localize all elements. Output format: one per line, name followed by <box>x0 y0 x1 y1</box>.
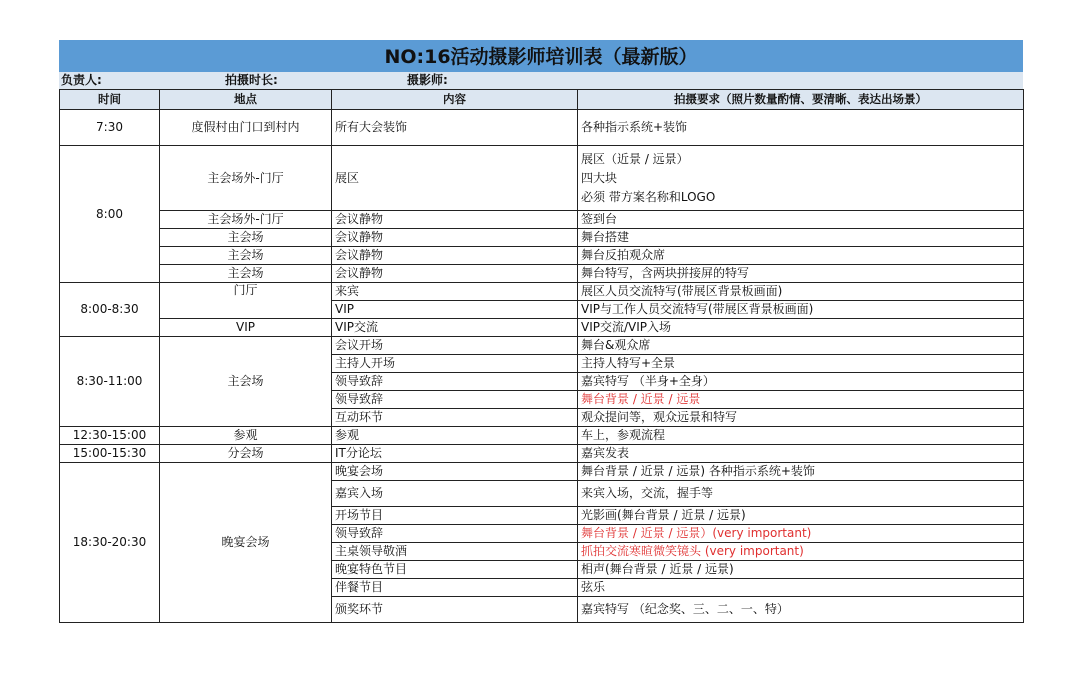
table-row <box>60 319 1024 337</box>
training-sheet <box>59 40 1023 623</box>
time-cell: 12:30-15:00 <box>60 427 160 445</box>
content-cell: 颁奖环节 <box>332 597 578 623</box>
table-row <box>60 265 1024 283</box>
content-cell: 互动环节 <box>332 409 578 427</box>
place-cell: VIP <box>160 319 332 337</box>
place-cell: 晚宴会场 <box>160 463 332 623</box>
time-cell: 8:00 <box>60 146 160 283</box>
content-cell: 伴餐节目 <box>332 579 578 597</box>
requirement-cell: 舞台&观众席 <box>578 337 1024 355</box>
requirement-cell <box>578 146 1024 211</box>
content-cell: 所有大会装饰 <box>332 110 578 146</box>
content-cell: 领导致辞 <box>332 525 578 543</box>
requirement-cell: 弦乐 <box>578 579 1024 597</box>
place-cell: 门厅 <box>160 283 332 319</box>
content-cell: 会议静物 <box>332 229 578 247</box>
time-cell: 18:30-20:30 <box>60 463 160 623</box>
requirement-cell: 抓拍交流寒暄微笑镜头 (very important) <box>578 543 1024 561</box>
requirement-cell: 各种指示系统+装饰 <box>578 110 1024 146</box>
requirement-cell: 舞台反拍观众席 <box>578 247 1024 265</box>
place-cell: 主会场 <box>160 265 332 283</box>
content-cell: 晚宴特色节目 <box>332 561 578 579</box>
owner-label: 负责人: <box>61 73 102 87</box>
table-row <box>60 337 1024 355</box>
requirement-line: 展区（近景 / 远景） <box>581 151 689 166</box>
photographer-label: 摄影师: <box>407 73 448 87</box>
content-cell: 领导致辞 <box>332 391 578 409</box>
content-cell: VIP <box>332 301 578 319</box>
content-cell: IT分论坛 <box>332 445 578 463</box>
requirement-cell: 舞台背景 / 近景 / 远景) 各种指示系统+装饰 <box>578 463 1024 481</box>
header-time: 时间 <box>60 90 160 110</box>
requirement-cell: 观众提问等，观众远景和特写 <box>578 409 1024 427</box>
content-cell: 会议开场 <box>332 337 578 355</box>
header-place: 地点 <box>160 90 332 110</box>
content-cell: 嘉宾入场 <box>332 481 578 507</box>
content-cell: VIP交流 <box>332 319 578 337</box>
requirement-cell: 来宾入场，交流，握手等 <box>578 481 1024 507</box>
place-cell: 主会场 <box>160 337 332 427</box>
requirement-line: 必须 带方案名称和LOGO <box>581 189 716 204</box>
time-cell: 7:30 <box>60 110 160 146</box>
place-cell: 主会场外-门厅 <box>160 146 332 211</box>
table-row <box>60 445 1024 463</box>
requirement-cell: 嘉宾特写 （半身+全身） <box>578 373 1024 391</box>
requirement-cell: VIP交流/VIP入场 <box>578 319 1024 337</box>
place-cell: 主会场 <box>160 247 332 265</box>
table-row <box>60 427 1024 445</box>
requirement-cell: VIP与工作人员交流特写(带展区背景板画面) <box>578 301 1024 319</box>
requirement-cell: 舞台背景 / 近景 / 远景 <box>578 391 1024 409</box>
content-cell: 参观 <box>332 427 578 445</box>
content-cell: 主持人开场 <box>332 355 578 373</box>
requirement-cell: 展区人员交流特写(带展区背景板画面) <box>578 283 1024 301</box>
requirement-cell: 签到台 <box>578 211 1024 229</box>
place-cell: 度假村由门口到村内 <box>160 110 332 146</box>
place-cell: 主会场 <box>160 229 332 247</box>
place-cell: 主会场外-门厅 <box>160 211 332 229</box>
content-cell: 晚宴会场 <box>332 463 578 481</box>
requirement-cell: 主持人特写+全景 <box>578 355 1024 373</box>
requirement-cell: 光影画(舞台背景 / 近景 / 远景) <box>578 507 1024 525</box>
duration-label: 拍摄时长: <box>225 73 278 87</box>
content-cell: 主桌领导敬酒 <box>332 543 578 561</box>
header-requirement: 拍摄要求（照片数量酌情、要清晰、表达出场景） <box>578 90 1024 110</box>
requirement-line: 四大块 <box>581 170 618 185</box>
content-cell: 会议静物 <box>332 211 578 229</box>
table-row <box>60 110 1024 146</box>
place-cell: 参观 <box>160 427 332 445</box>
time-cell: 8:00-8:30 <box>60 283 160 337</box>
requirement-cell: 车上，参观流程 <box>578 427 1024 445</box>
time-cell: 15:00-15:30 <box>60 445 160 463</box>
requirement-cell: 嘉宾发表 <box>578 445 1024 463</box>
content-cell: 会议静物 <box>332 247 578 265</box>
requirement-cell: 舞台背景 / 近景 / 远景）(very important) <box>578 525 1024 543</box>
table-header-row <box>60 90 1024 110</box>
schedule-table <box>59 89 1024 623</box>
meta-row <box>59 72 1023 89</box>
place-cell: 分会场 <box>160 445 332 463</box>
content-cell: 展区 <box>332 146 578 211</box>
requirement-cell: 舞台搭建 <box>578 229 1024 247</box>
table-row <box>60 463 1024 481</box>
requirement-cell: 相声(舞台背景 / 近景 / 远景) <box>578 561 1024 579</box>
requirement-cell: 嘉宾特写 （纪念奖、三、二、一、特） <box>578 597 1024 623</box>
requirement-cell: 舞台特写，含两块拼接屏的特写 <box>578 265 1024 283</box>
content-cell: 领导致辞 <box>332 373 578 391</box>
table-row <box>60 247 1024 265</box>
table-row <box>60 283 1024 301</box>
table-row <box>60 211 1024 229</box>
content-cell: 会议静物 <box>332 265 578 283</box>
time-cell: 8:30-11:00 <box>60 337 160 427</box>
header-content: 内容 <box>332 90 578 110</box>
content-cell: 来宾 <box>332 283 578 301</box>
table-row <box>60 146 1024 211</box>
table-row <box>60 229 1024 247</box>
content-cell: 开场节目 <box>332 507 578 525</box>
sheet-title: NO:16活动摄影师培训表（最新版） <box>59 40 1023 72</box>
